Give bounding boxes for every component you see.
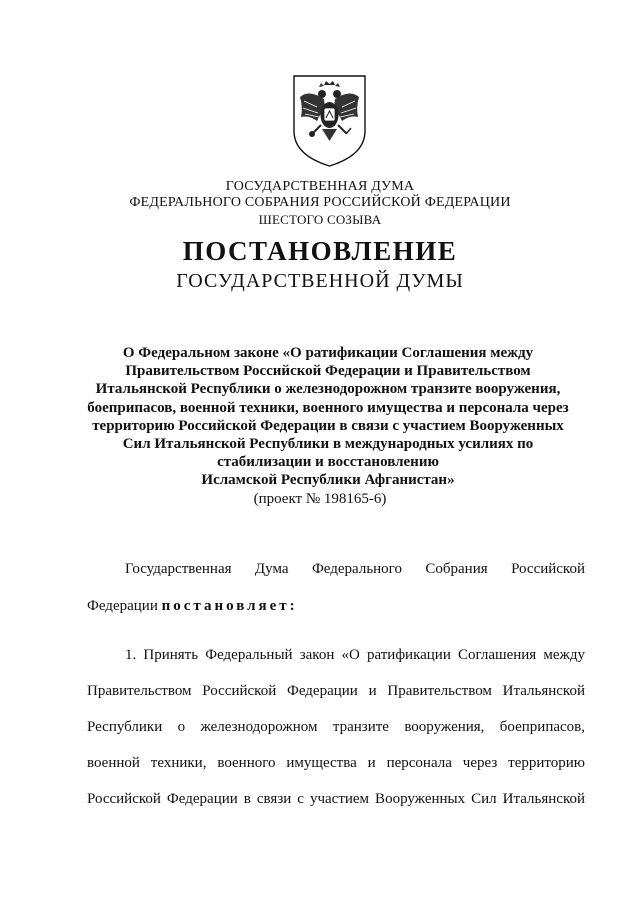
paragraph-line: 1. Принять Федеральный закон «О ратификации Соглашения между xyxy=(125,647,585,663)
intro-word: Федерации xyxy=(87,598,158,614)
law-title-line: боеприпасов, военной техники, военного имущества и персонала через xyxy=(87,399,569,416)
law-title-line: стабилизации и восстановлению xyxy=(217,454,439,471)
law-title-line: О Федеральном законе «О ратификации Соглашения между xyxy=(122,345,534,361)
law-title-line: Сил Итальянской Республики в международных усилиях по xyxy=(122,436,534,453)
document-title: ПОСТАНОВЛЕНИЕ xyxy=(182,236,458,266)
project-number: (проект № 198165-6) xyxy=(253,491,387,507)
law-title-line: территорию Российской Федерации в связи с участием Вооруженных xyxy=(92,417,564,434)
header-line-1: ГОСУДАРСТВЕННАЯ ДУМА xyxy=(225,179,415,194)
law-title-line: Итальянской Республики о железнодорожном транзите вооружения, xyxy=(95,381,561,398)
paragraph-line: Правительством Российской Федерации и Правительством Итальянской xyxy=(87,683,585,699)
header-line-2: ФЕДЕРАЛЬНОГО СОБРАНИЯ РОССИЙСКОЙ ФЕДЕРАЦИИ xyxy=(129,195,511,210)
resolves-word: постановляет: xyxy=(161,598,298,614)
law-title-line: Исламской Республики Афганистан» xyxy=(201,472,455,489)
paragraph-line: Российской Федерации в связи с участием Вооруженных Сил Итальянской xyxy=(87,791,585,807)
body-intro-line xyxy=(87,598,585,615)
law-title-line: Правительством Российской Федерации и Правительством xyxy=(125,363,531,380)
document-subtitle: ГОСУДАРСТВЕННОЙ ДУМЫ xyxy=(176,270,464,292)
paragraph-line: Республики о железнодорожном транзите вооружения, боеприпасов, xyxy=(87,719,585,735)
paragraph-line: военной техники, военного имущества и персонала через территорию xyxy=(87,755,585,771)
coat-of-arms-icon xyxy=(291,73,368,168)
law-title xyxy=(60,344,596,490)
header-line-3: ШЕСТОГО СОЗЫВА xyxy=(258,212,382,227)
body-intro-line: Государственная Дума Федерального Собрания Российской xyxy=(125,561,585,577)
